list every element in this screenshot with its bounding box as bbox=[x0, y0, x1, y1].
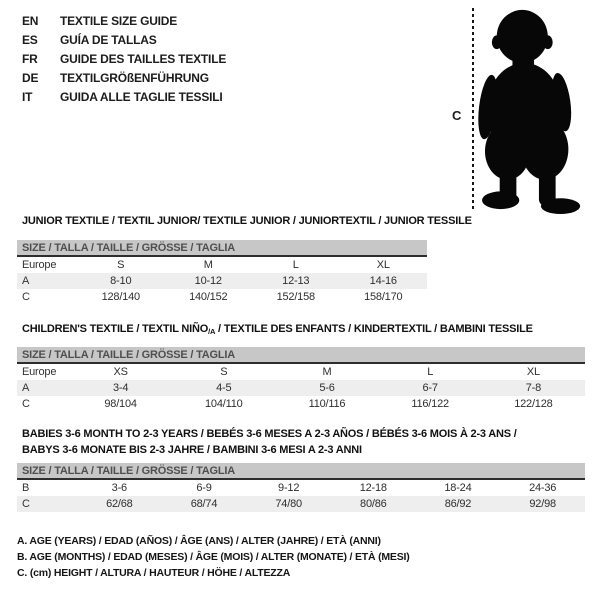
height-cell: 74/80 bbox=[246, 496, 331, 512]
babies-table-title-line2: BABYS 3-6 MONATE BIS 2-3 JAHRE / BAMBINI 3-6 MESI A 2-3 ANNI bbox=[22, 444, 362, 456]
row-label: Europe bbox=[22, 259, 57, 271]
row-label: C bbox=[22, 291, 30, 303]
height-measure-label: C bbox=[452, 108, 462, 123]
table-row bbox=[17, 273, 427, 289]
row-label: C bbox=[22, 398, 30, 410]
language-row-it bbox=[22, 87, 226, 106]
age-cell: 5-6 bbox=[275, 380, 378, 396]
language-code: DE bbox=[22, 70, 39, 85]
table-row bbox=[17, 257, 427, 273]
language-row-fr bbox=[22, 49, 226, 68]
size-cell: L bbox=[292, 259, 299, 271]
footnote-age-months: B. AGE (MONTHS) / EDAD (MESES) / ÂGE (MOIS) / ALTER (MONATE) / ETÀ (MESI) bbox=[17, 551, 410, 563]
language-code: EN bbox=[22, 13, 39, 28]
age-cell: 14-16 bbox=[340, 273, 428, 289]
babies-size-table bbox=[17, 463, 585, 512]
babies-table-title-line1: BABIES 3-6 MONTH TO 2-3 YEARS / BEBÉS 3-6 MESES A 2-3 AÑOS / BÉBÉS 3-6 MOIS À 2-3 ANS / bbox=[22, 428, 517, 440]
language-code: ES bbox=[22, 32, 38, 47]
children-title-pre: CHILDREN'S TEXTILE / TEXTIL NIÑO bbox=[22, 323, 209, 335]
junior-table bbox=[17, 257, 427, 305]
height-cell: 128/140 bbox=[101, 291, 140, 303]
footnote-age-years: A. AGE (YEARS) / EDAD (AÑOS) / ÂGE (ANS) / ALTER (JAHRE) / ETÀ (ANNI) bbox=[17, 535, 381, 547]
size-header-bar: SIZE / TALLA / TAILLE / GRÖSSE / TAGLIA bbox=[17, 240, 427, 257]
children-title-post: / TEXTILE DES ENFANTS / KINDERTEXTIL / BAMBINI TESSILE bbox=[215, 323, 533, 335]
table-row bbox=[17, 496, 585, 512]
height-cell: 92/98 bbox=[500, 496, 585, 512]
guide-title-fr: GUIDE DES TAILLES TEXTILE bbox=[60, 51, 227, 66]
age-cell: 3-4 bbox=[69, 380, 172, 396]
footnote-height-cm: C. (cm) HEIGHT / ALTURA / HAUTEUR / HÖHE / ALTEZZA bbox=[17, 567, 291, 579]
language-code: IT bbox=[22, 89, 33, 104]
guide-title-de: TEXTILGRÖßENFÜHRUNG bbox=[60, 70, 209, 85]
row-label: A bbox=[17, 380, 69, 396]
age-cell: 4-5 bbox=[172, 380, 275, 396]
table-row bbox=[17, 380, 585, 396]
height-cell: 98/104 bbox=[104, 398, 137, 410]
age-cell: 7-8 bbox=[482, 380, 585, 396]
age-cell: 10-12 bbox=[165, 273, 253, 289]
table-row bbox=[17, 364, 585, 380]
size-cell: S bbox=[117, 259, 125, 271]
age-cell: 6-9 bbox=[196, 482, 212, 494]
size-cell: XS bbox=[113, 366, 128, 378]
language-row-es bbox=[22, 30, 226, 49]
height-measure-dashed-line bbox=[472, 8, 474, 210]
table-row bbox=[17, 289, 427, 305]
size-cell: XL bbox=[526, 366, 540, 378]
language-title-list bbox=[22, 11, 226, 106]
height-cell: 158/170 bbox=[364, 291, 403, 303]
baby-height-figure bbox=[440, 0, 600, 220]
age-cell: 6-7 bbox=[379, 380, 482, 396]
guide-title-it: GUIDA ALLE TAGLIE TESSILI bbox=[60, 89, 223, 104]
height-cell: 62/68 bbox=[77, 496, 162, 512]
language-code: FR bbox=[22, 51, 38, 66]
height-cell: 152/158 bbox=[276, 291, 315, 303]
size-cell: L bbox=[427, 366, 434, 378]
size-cell: XL bbox=[376, 259, 390, 271]
height-cell: 68/74 bbox=[162, 496, 247, 512]
language-row-de bbox=[22, 68, 226, 87]
babies-table bbox=[17, 480, 585, 512]
table-row bbox=[17, 396, 585, 412]
height-cell: 116/122 bbox=[411, 398, 449, 410]
children-table-title bbox=[22, 323, 533, 336]
size-cell: S bbox=[220, 366, 228, 378]
baby-silhouette-icon bbox=[477, 6, 595, 214]
row-label: B bbox=[22, 482, 30, 494]
row-label: A bbox=[17, 273, 77, 289]
height-cell: 86/92 bbox=[416, 496, 501, 512]
size-cell: M bbox=[203, 259, 213, 271]
age-cell: 12-13 bbox=[252, 273, 340, 289]
guide-title-en: TEXTILE SIZE GUIDE bbox=[60, 13, 178, 28]
age-cell: 24-36 bbox=[529, 482, 557, 494]
size-header-bar: SIZE / TALLA / TAILLE / GRÖSSE / TAGLIA bbox=[17, 347, 585, 364]
height-cell: 122/128 bbox=[514, 398, 553, 410]
height-cell: 110/116 bbox=[308, 398, 346, 410]
age-cell: 3-6 bbox=[111, 482, 127, 494]
legend-footnotes bbox=[17, 533, 410, 581]
language-row-en bbox=[22, 11, 226, 30]
junior-table-title: JUNIOR TEXTILE / TEXTIL JUNIOR/ TEXTILE JUNIOR / JUNIORTEXTIL / JUNIOR TESSILE bbox=[22, 215, 472, 227]
height-cell: 140/152 bbox=[189, 291, 228, 303]
size-cell: M bbox=[322, 366, 332, 378]
size-header-bar: SIZE / TALLA / TAILLE / GRÖSSE / TAGLIA bbox=[17, 463, 585, 480]
row-label: C bbox=[17, 496, 77, 512]
height-cell: 80/86 bbox=[331, 496, 416, 512]
children-title-sub: /A bbox=[208, 327, 216, 336]
children-size-table bbox=[17, 347, 585, 412]
height-cell: 104/110 bbox=[205, 398, 243, 410]
guide-title-es: GUÍA DE TALLAS bbox=[60, 32, 157, 47]
age-cell: 8-10 bbox=[77, 273, 165, 289]
table-row bbox=[17, 480, 585, 496]
age-cell: 9-12 bbox=[278, 482, 300, 494]
age-cell: 18-24 bbox=[444, 482, 472, 494]
age-cell: 12-18 bbox=[359, 482, 387, 494]
row-label: Europe bbox=[22, 366, 57, 378]
children-table bbox=[17, 364, 585, 412]
junior-size-table bbox=[17, 240, 427, 305]
